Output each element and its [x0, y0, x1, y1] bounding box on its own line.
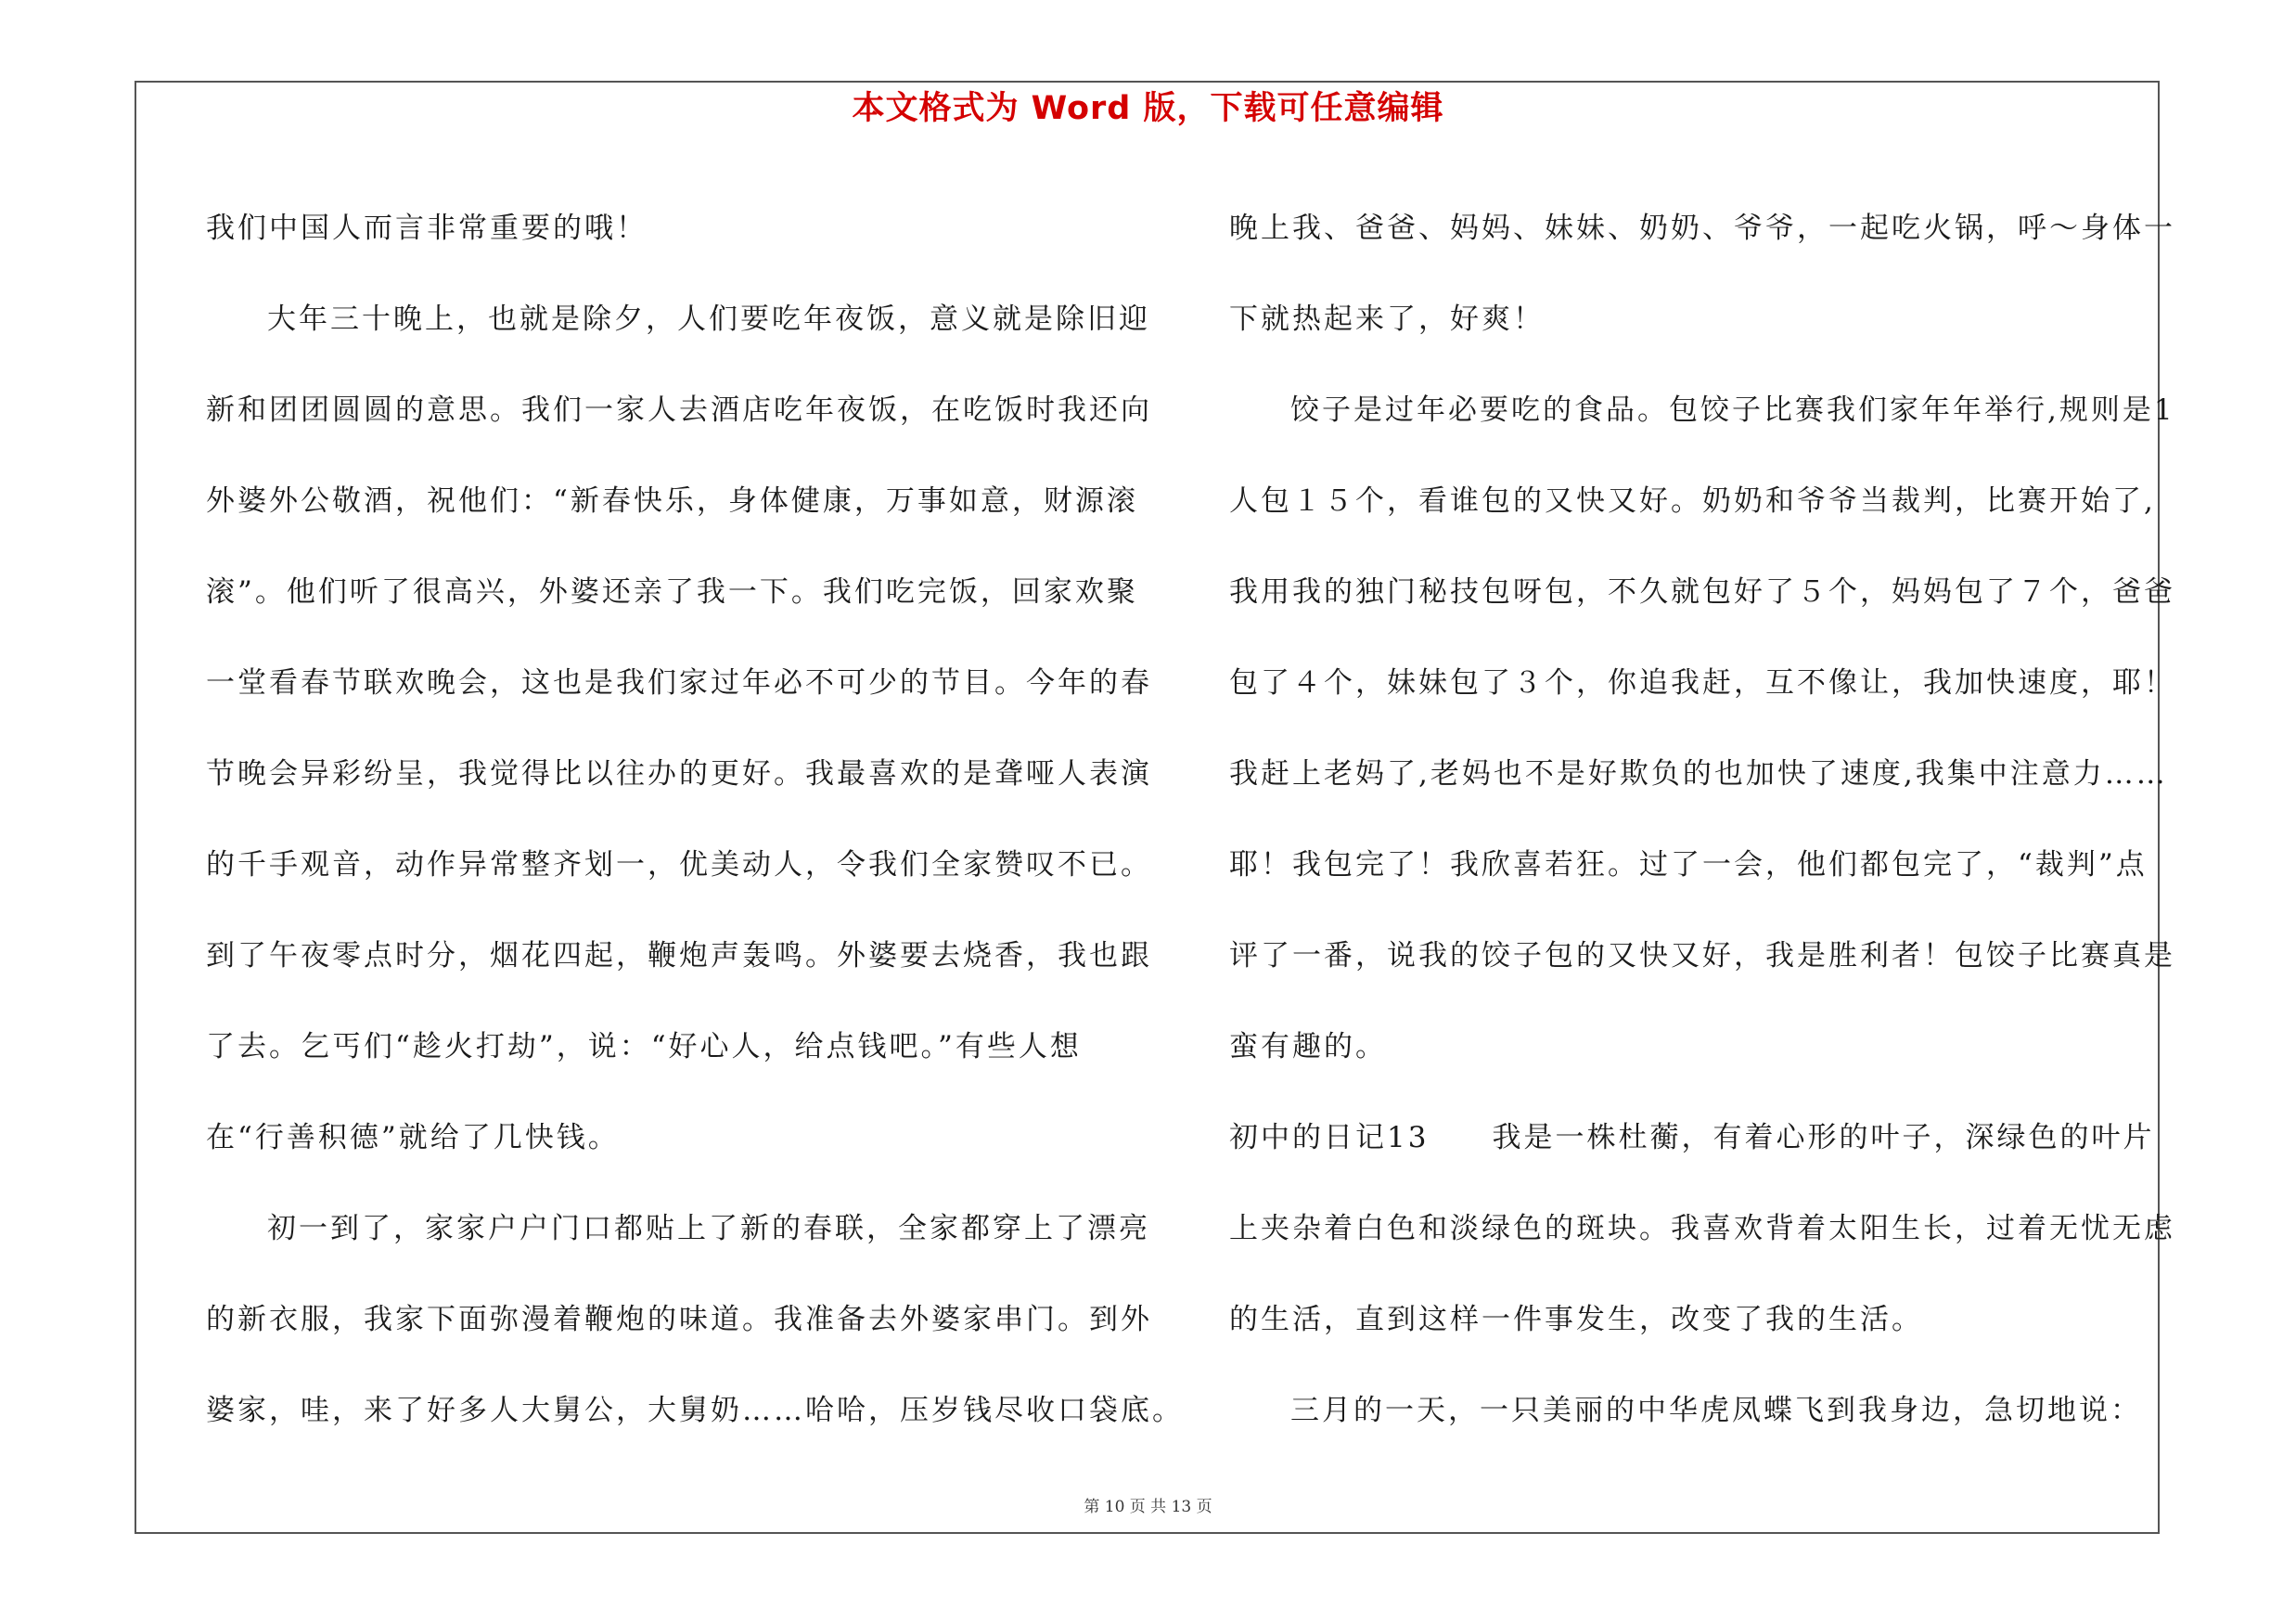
- text-line: 了去。乞丐们“趁火打劫”，说：“好心人，给点钱吧。”有些人想: [206, 1030, 1082, 1063]
- text-line: 节晚会异彩纷呈，我觉得比以往办的更好。我最喜欢的是聋哑人表演: [206, 757, 1152, 791]
- text-line: 到了午夜零点时分，烟花四起，鞭炮声轰鸣。外婆要去烧香，我也跟: [206, 939, 1152, 973]
- text-line: 婆家，哇，来了好多人大舅公，大舅奶……哈哈，压岁钱尽收口袋底。: [206, 1394, 1184, 1427]
- text-line: 初中的日记13 我是一株杜蘅，有着心形的叶子，深绿色的叶片: [1229, 1121, 2155, 1154]
- text-line: 我赶上老妈了,老妈也不是好欺负的也加快了速度,我集中注意力……: [1229, 757, 2168, 791]
- text-line: 蛮有趣的。: [1229, 1030, 1387, 1063]
- text-line: 下就热起来了，好爽！: [1229, 303, 1545, 336]
- text-line: 初一到了，家家户户门口都贴上了新的春联，全家都穿上了漂亮: [267, 1212, 1150, 1245]
- left-column: [206, 183, 1184, 1456]
- text-line: 评了一番，说我的饺子包的又快又好，我是胜利者！包饺子比赛真是: [1229, 939, 2175, 973]
- text-line: 人包１５个，看谁包的又快又好。奶奶和爷爷当裁判，比赛开始了,: [1229, 484, 2156, 518]
- text-line: 外婆外公敬酒，祝他们：“新春快乐，身体健康，万事如意，财源滚: [206, 484, 1138, 518]
- text-line: 三月的一天，一只美丽的中华虎凤蝶飞到我身边，急切地说：: [1290, 1394, 2142, 1427]
- text-line: 的千手观音，动作异常整齐划一，优美动人，令我们全家赞叹不已。: [206, 848, 1152, 882]
- page-number: 第 10 页 共 13 页: [1084, 1498, 1212, 1516]
- text-line: 的生活，直到这样一件事发生，改变了我的生活。: [1229, 1303, 1923, 1336]
- text-line: 上夹杂着白色和淡绿色的斑块。我喜欢背着太阳生长，过着无忧无虑: [1229, 1212, 2175, 1245]
- text-line: 我们中国人而言非常重要的哦！: [206, 212, 648, 245]
- text-line: 新和团团圆圆的意思。我们一家人去酒店吃年夜饭，在吃饭时我还向: [206, 393, 1152, 427]
- format-banner: 本文格式为 Word 版，下载可任意编辑: [852, 90, 1444, 127]
- text-line: 耶！我包完了！我欣喜若狂。过了一会，他们都包完了，“裁判”点: [1229, 848, 2148, 882]
- text-line: 在“行善积德”就给了几快钱。: [206, 1121, 620, 1154]
- text-line: 晚上我、爸爸、妈妈、妹妹、奶奶、爷爷，一起吃火锅，呼～身体一: [1229, 212, 2175, 245]
- text-line: 大年三十晚上，也就是除夕，人们要吃年夜饭，意义就是除旧迎: [267, 303, 1150, 336]
- right-column: [1229, 183, 2175, 1456]
- text-line: 我用我的独门秘技包呀包，不久就包好了５个，妈妈包了７个，爸爸: [1229, 575, 2175, 609]
- text-line: 滚”。他们听了很高兴，外婆还亲了我一下。我们吃完饭，回家欢聚: [206, 575, 1138, 609]
- text-line: 的新衣服，我家下面弥漫着鞭炮的味道。我准备去外婆家串门。到外: [206, 1303, 1152, 1336]
- text-line: 包了４个，妹妹包了３个，你追我赶，互不像让，我加快速度，耶！: [1229, 666, 2175, 700]
- text-line: 饺子是过年必要吃的食品。包饺子比赛我们家年年举行,规则是1: [1290, 393, 2175, 427]
- text-line: 一堂看春节联欢晚会，这也是我们家过年必不可少的节目。今年的春: [206, 666, 1152, 700]
